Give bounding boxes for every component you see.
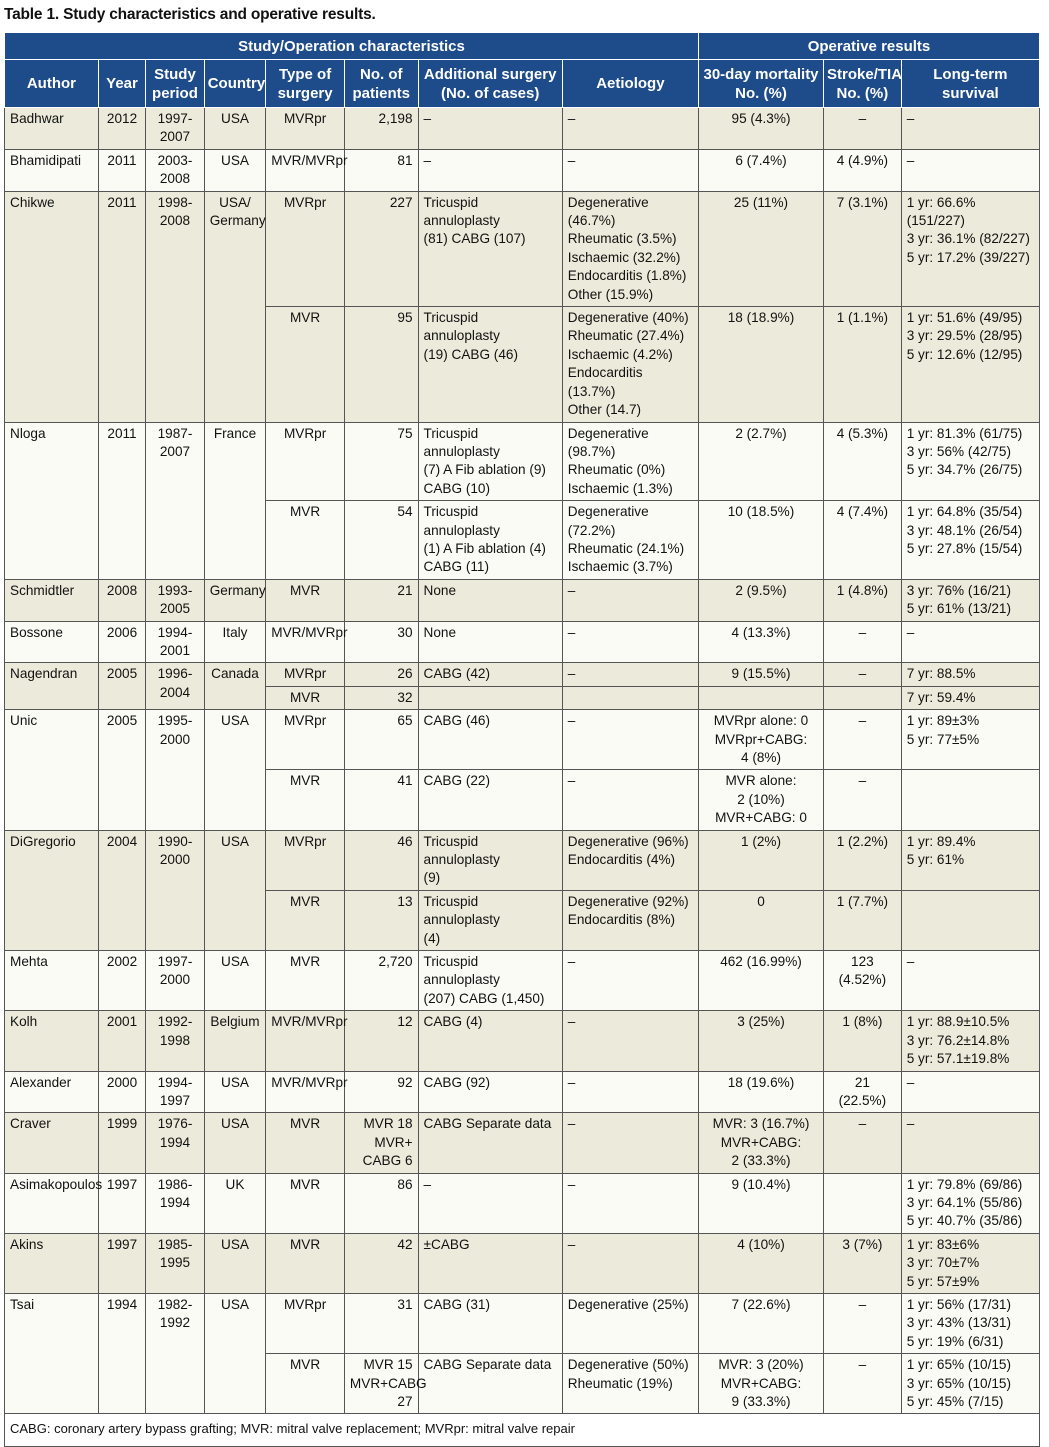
- country-cell: USA: [204, 830, 266, 950]
- patients-cell: 13: [344, 890, 418, 950]
- mortality-cell: 18 (18.9%): [698, 307, 823, 422]
- survival-cell: 7 yr: 88.5%: [901, 663, 1039, 686]
- period-cell: 1996-2004: [146, 663, 205, 710]
- aetiology-cell: Degenerative (96%) Endocarditis (4%): [562, 830, 698, 890]
- period-cell: 1993-2005: [146, 579, 205, 621]
- patients-cell: MVR 18 MVR+ CABG 6: [344, 1113, 418, 1173]
- patients-cell: 21: [344, 579, 418, 621]
- additional-cell: [418, 686, 562, 709]
- table-row: [5, 108, 1040, 150]
- year-cell: 2004: [98, 830, 145, 950]
- type-cell: MVR: [266, 686, 345, 709]
- additional-cell: CABG (22): [418, 770, 562, 830]
- aetiology-cell: [562, 686, 698, 709]
- type-cell: MVR: [266, 501, 345, 580]
- table-row: [5, 1011, 1040, 1071]
- stroke-cell: 4 (7.4%): [824, 501, 902, 580]
- mortality-cell: 10 (18.5%): [698, 501, 823, 580]
- patients-cell: 65: [344, 710, 418, 770]
- survival-cell: 1 yr: 65% (10/15) 3 yr: 65% (10/15) 5 yr: 45% (7/15): [901, 1354, 1039, 1414]
- author-cell: Bhamidipati: [5, 149, 99, 191]
- country-cell: USA: [204, 1071, 266, 1113]
- additional-cell: None: [418, 579, 562, 621]
- mortality-cell: MVR alone: 2 (10%) MVR+CABG: 0: [698, 770, 823, 830]
- mortality-cell: MVR: 3 (16.7%) MVR+CABG: 2 (33.3%): [698, 1113, 823, 1173]
- stroke-cell: –: [824, 1113, 902, 1173]
- author-cell: Akins: [5, 1233, 99, 1293]
- col-aetiology: Aetiology: [562, 60, 698, 108]
- col-patients: No. of patients: [344, 60, 418, 108]
- type-cell: MVR/MVRpr: [266, 621, 345, 663]
- period-cell: 1985-1995: [146, 1233, 205, 1293]
- group-header-results: Operative results: [698, 33, 1039, 60]
- author-cell: Unic: [5, 710, 99, 830]
- type-cell: MVR: [266, 770, 345, 830]
- table-figure: [4, 4, 1042, 1447]
- period-cell: 1995-2000: [146, 710, 205, 830]
- stroke-cell: 4 (5.3%): [824, 422, 902, 501]
- type-cell: MVR: [266, 1233, 345, 1293]
- table-row: [5, 579, 1040, 621]
- study-table: [4, 32, 1040, 1447]
- mortality-cell: 95 (4.3%): [698, 108, 823, 150]
- survival-cell: 1 yr: 81.3% (61/75) 3 yr: 56% (42/75) 5 yr: 34.7% (26/75): [901, 422, 1039, 501]
- stroke-cell: 1 (2.2%): [824, 830, 902, 890]
- stroke-cell: –: [824, 710, 902, 770]
- country-cell: UK: [204, 1173, 266, 1233]
- stroke-cell: –: [824, 1293, 902, 1353]
- mortality-cell: 4 (10%): [698, 1233, 823, 1293]
- year-cell: 2008: [98, 579, 145, 621]
- additional-cell: Tricuspid annuloplasty (207) CABG (1,450): [418, 951, 562, 1011]
- stroke-cell: [824, 1173, 902, 1233]
- additional-cell: CABG Separate data: [418, 1354, 562, 1414]
- type-cell: MVR: [266, 579, 345, 621]
- survival-cell: [901, 770, 1039, 830]
- author-cell: Chikwe: [5, 191, 99, 422]
- patients-cell: 30: [344, 621, 418, 663]
- type-cell: MVR: [266, 1173, 345, 1233]
- country-cell: USA: [204, 710, 266, 830]
- period-cell: 1994-1997: [146, 1071, 205, 1113]
- survival-cell: –: [901, 149, 1039, 191]
- author-cell: DiGregorio: [5, 830, 99, 950]
- mortality-cell: 25 (11%): [698, 191, 823, 306]
- table-row: [5, 621, 1040, 663]
- stroke-cell: 1 (8%): [824, 1011, 902, 1071]
- mortality-cell: 2 (9.5%): [698, 579, 823, 621]
- mortality-cell: 7 (22.6%): [698, 1293, 823, 1353]
- additional-cell: Tricuspid annuloplasty (81) CABG (107): [418, 191, 562, 306]
- additional-cell: None: [418, 621, 562, 663]
- survival-cell: 1 yr: 89±3% 5 yr: 77±5%: [901, 710, 1039, 770]
- mortality-cell: [698, 686, 823, 709]
- type-cell: MVRpr: [266, 1293, 345, 1353]
- aetiology-cell: –: [562, 1233, 698, 1293]
- author-cell: Nloga: [5, 422, 99, 579]
- type-cell: MVR/MVRpr: [266, 1071, 345, 1113]
- stroke-cell: 7 (3.1%): [824, 191, 902, 306]
- year-cell: 2002: [98, 951, 145, 1011]
- year-cell: 2011: [98, 191, 145, 422]
- stroke-cell: 123 (4.52%): [824, 951, 902, 1011]
- additional-cell: –: [418, 1173, 562, 1233]
- aetiology-cell: –: [562, 108, 698, 150]
- aetiology-cell: –: [562, 710, 698, 770]
- table-row: [5, 422, 1040, 501]
- stroke-cell: 4 (4.9%): [824, 149, 902, 191]
- patients-cell: 2,720: [344, 951, 418, 1011]
- additional-cell: Tricuspid annuloplasty (9): [418, 830, 562, 890]
- stroke-cell: –: [824, 108, 902, 150]
- table-row: [5, 951, 1040, 1011]
- aetiology-cell: Degenerative (72.2%) Rheumatic (24.1%) Ischaemic (3.7%): [562, 501, 698, 580]
- author-cell: Schmidtler: [5, 579, 99, 621]
- patients-cell: 92: [344, 1071, 418, 1113]
- year-cell: 1999: [98, 1113, 145, 1173]
- table-row: [5, 830, 1040, 890]
- table-row: [5, 191, 1040, 306]
- country-cell: Italy: [204, 621, 266, 663]
- col-additional: Additional surgery (No. of cases): [418, 60, 562, 108]
- additional-cell: ±CABG: [418, 1233, 562, 1293]
- additional-cell: CABG (4): [418, 1011, 562, 1071]
- aetiology-cell: –: [562, 1113, 698, 1173]
- table-row: [5, 663, 1040, 686]
- table-row: [5, 149, 1040, 191]
- year-cell: 2005: [98, 710, 145, 830]
- author-cell: Alexander: [5, 1071, 99, 1113]
- period-cell: 1994-2001: [146, 621, 205, 663]
- mortality-cell: 2 (2.7%): [698, 422, 823, 501]
- survival-cell: 1 yr: 79.8% (69/86) 3 yr: 64.1% (55/86) 5 yr: 40.7% (35/86): [901, 1173, 1039, 1233]
- aetiology-cell: –: [562, 1173, 698, 1233]
- stroke-cell: –: [824, 770, 902, 830]
- mortality-cell: MVR: 3 (20%) MVR+CABG: 9 (33.3%): [698, 1354, 823, 1414]
- col-country: Country: [204, 60, 266, 108]
- country-cell: USA: [204, 1233, 266, 1293]
- aetiology-cell: –: [562, 621, 698, 663]
- col-author: Author: [5, 60, 99, 108]
- country-cell: Canada: [204, 663, 266, 710]
- table-row: [5, 710, 1040, 770]
- aetiology-cell: Degenerative (46.7%) Rheumatic (3.5%) Ischaemic (32.2%) Endocarditis (1.8%) Other (15.9%): [562, 191, 698, 306]
- mortality-cell: 4 (13.3%): [698, 621, 823, 663]
- table-row: [5, 1113, 1040, 1173]
- period-cell: 1992-1998: [146, 1011, 205, 1071]
- period-cell: 2003-2008: [146, 149, 205, 191]
- author-cell: Kolh: [5, 1011, 99, 1071]
- country-cell: USA: [204, 108, 266, 150]
- additional-cell: CABG (42): [418, 663, 562, 686]
- mortality-cell: 9 (10.4%): [698, 1173, 823, 1233]
- type-cell: MVRpr: [266, 830, 345, 890]
- type-cell: MVR: [266, 1354, 345, 1414]
- patients-cell: 227: [344, 191, 418, 306]
- survival-cell: 7 yr: 59.4%: [901, 686, 1039, 709]
- patients-cell: 86: [344, 1173, 418, 1233]
- col-survival: Long-term survival: [901, 60, 1039, 108]
- period-cell: 1986-1994: [146, 1173, 205, 1233]
- aetiology-cell: –: [562, 149, 698, 191]
- survival-cell: –: [901, 621, 1039, 663]
- country-cell: USA: [204, 149, 266, 191]
- period-cell: 1997-2000: [146, 951, 205, 1011]
- mortality-cell: 462 (16.99%): [698, 951, 823, 1011]
- period-cell: 1987-2007: [146, 422, 205, 579]
- author-cell: Asimakopoulos: [5, 1173, 99, 1233]
- survival-cell: 1 yr: 83±6% 3 yr: 70±7% 5 yr: 57±9%: [901, 1233, 1039, 1293]
- period-cell: 1997-2007: [146, 108, 205, 150]
- table-row: [5, 1233, 1040, 1293]
- aetiology-cell: Degenerative (92%) Endocarditis (8%): [562, 890, 698, 950]
- aetiology-cell: Degenerative (50%) Rheumatic (19%): [562, 1354, 698, 1414]
- author-cell: Badhwar: [5, 108, 99, 150]
- survival-cell: –: [901, 1071, 1039, 1113]
- author-cell: Mehta: [5, 951, 99, 1011]
- aetiology-cell: Degenerative (98.7%) Rheumatic (0%) Ischaemic (1.3%): [562, 422, 698, 501]
- aetiology-cell: Degenerative (40%) Rheumatic (27.4%) Ischaemic (4.2%) Endocarditis (13.7%) Other (14.7): [562, 307, 698, 422]
- survival-cell: 1 yr: 56% (17/31) 3 yr: 43% (13/31) 5 yr: 19% (6/31): [901, 1293, 1039, 1353]
- year-cell: 2011: [98, 149, 145, 191]
- survival-cell: 1 yr: 88.9±10.5% 3 yr: 76.2±14.8% 5 yr: 57.1±19.8%: [901, 1011, 1039, 1071]
- mortality-cell: 0: [698, 890, 823, 950]
- additional-cell: –: [418, 108, 562, 150]
- mortality-cell: MVRpr alone: 0 MVRpr+CABG: 4 (8%): [698, 710, 823, 770]
- additional-cell: –: [418, 149, 562, 191]
- additional-cell: Tricuspid annuloplasty (19) CABG (46): [418, 307, 562, 422]
- stroke-cell: –: [824, 621, 902, 663]
- country-cell: Belgium: [204, 1011, 266, 1071]
- country-cell: USA: [204, 951, 266, 1011]
- col-mortality: 30-day mortality No. (%): [698, 60, 823, 108]
- stroke-cell: –: [824, 1354, 902, 1414]
- mortality-cell: 18 (19.6%): [698, 1071, 823, 1113]
- group-header-study: Study/Operation characteristics: [5, 33, 699, 60]
- patients-cell: 95: [344, 307, 418, 422]
- patients-cell: 54: [344, 501, 418, 580]
- author-cell: Nagendran: [5, 663, 99, 710]
- country-cell: Germany: [204, 579, 266, 621]
- survival-cell: 1 yr: 64.8% (35/54) 3 yr: 48.1% (26/54) 5 yr: 27.8% (15/54): [901, 501, 1039, 580]
- table-body: [5, 108, 1040, 1414]
- patients-cell: 41: [344, 770, 418, 830]
- survival-cell: –: [901, 108, 1039, 150]
- aetiology-cell: –: [562, 951, 698, 1011]
- aetiology-cell: Degenerative (25%): [562, 1293, 698, 1353]
- stroke-cell: [824, 686, 902, 709]
- patients-cell: 26: [344, 663, 418, 686]
- additional-cell: CABG (46): [418, 710, 562, 770]
- period-cell: 1998-2008: [146, 191, 205, 422]
- survival-cell: 3 yr: 76% (16/21) 5 yr: 61% (13/21): [901, 579, 1039, 621]
- type-cell: MVRpr: [266, 710, 345, 770]
- period-cell: 1982-1992: [146, 1293, 205, 1413]
- patients-cell: 81: [344, 149, 418, 191]
- country-cell: USA/ Germany: [204, 191, 266, 422]
- type-cell: MVRpr: [266, 108, 345, 150]
- survival-cell: 1 yr: 51.6% (49/95) 3 yr: 29.5% (28/95) 5 yr: 12.6% (12/95): [901, 307, 1039, 422]
- country-cell: USA: [204, 1113, 266, 1173]
- table-title: Table 1. Study characteristics and operative results.: [4, 6, 376, 23]
- aetiology-cell: –: [562, 770, 698, 830]
- table-footnote: CABG: coronary artery bypass grafting; MVR: mitral valve replacement; MVRpr: mitral valve repair: [5, 1414, 1040, 1446]
- mortality-cell: 3 (25%): [698, 1011, 823, 1071]
- stroke-cell: 1 (4.8%): [824, 579, 902, 621]
- stroke-cell: 21 (22.5%): [824, 1071, 902, 1113]
- aetiology-cell: –: [562, 1071, 698, 1113]
- survival-cell: –: [901, 951, 1039, 1011]
- year-cell: 1997: [98, 1173, 145, 1233]
- year-cell: 2012: [98, 108, 145, 150]
- mortality-cell: 1 (2%): [698, 830, 823, 890]
- aetiology-cell: –: [562, 1011, 698, 1071]
- type-cell: MVRpr: [266, 663, 345, 686]
- survival-cell: 1 yr: 66.6% (151/227) 3 yr: 36.1% (82/227) 5 yr: 17.2% (39/227): [901, 191, 1039, 306]
- table-row: [5, 1071, 1040, 1113]
- year-cell: 2006: [98, 621, 145, 663]
- stroke-cell: 1 (1.1%): [824, 307, 902, 422]
- author-cell: Bossone: [5, 621, 99, 663]
- year-cell: 1994: [98, 1293, 145, 1413]
- additional-cell: CABG (92): [418, 1071, 562, 1113]
- stroke-cell: 3 (7%): [824, 1233, 902, 1293]
- col-type: Type of surgery: [266, 60, 345, 108]
- col-stroke: Stroke/TIA No. (%): [824, 60, 902, 108]
- period-cell: 1990-2000: [146, 830, 205, 950]
- patients-cell: 32: [344, 686, 418, 709]
- patients-cell: 42: [344, 1233, 418, 1293]
- period-cell: 1976-1994: [146, 1113, 205, 1173]
- type-cell: MVR/MVRpr: [266, 1011, 345, 1071]
- additional-cell: Tricuspid annuloplasty (1) A Fib ablation (4) CABG (11): [418, 501, 562, 580]
- table-row: [5, 1293, 1040, 1353]
- additional-cell: CABG (31): [418, 1293, 562, 1353]
- additional-cell: Tricuspid annuloplasty (4): [418, 890, 562, 950]
- year-cell: 2011: [98, 422, 145, 579]
- year-cell: 2001: [98, 1011, 145, 1071]
- type-cell: MVR: [266, 1113, 345, 1173]
- mortality-cell: 9 (15.5%): [698, 663, 823, 686]
- country-cell: USA: [204, 1293, 266, 1413]
- type-cell: MVRpr: [266, 191, 345, 306]
- survival-cell: [901, 890, 1039, 950]
- stroke-cell: 1 (7.7%): [824, 890, 902, 950]
- type-cell: MVR: [266, 307, 345, 422]
- author-cell: Tsai: [5, 1293, 99, 1413]
- patients-cell: 31: [344, 1293, 418, 1353]
- patients-cell: 46: [344, 830, 418, 890]
- type-cell: MVRpr: [266, 422, 345, 501]
- year-cell: 2000: [98, 1071, 145, 1113]
- year-cell: 2005: [98, 663, 145, 710]
- patients-cell: 12: [344, 1011, 418, 1071]
- aetiology-cell: –: [562, 579, 698, 621]
- patients-cell: 75: [344, 422, 418, 501]
- patients-cell: MVR 15 MVR+CABG 27: [344, 1354, 418, 1414]
- stroke-cell: –: [824, 663, 902, 686]
- additional-cell: Tricuspid annuloplasty (7) A Fib ablation (9) CABG (10): [418, 422, 562, 501]
- survival-cell: –: [901, 1113, 1039, 1173]
- country-cell: France: [204, 422, 266, 579]
- author-cell: Craver: [5, 1113, 99, 1173]
- survival-cell: 1 yr: 89.4% 5 yr: 61%: [901, 830, 1039, 890]
- aetiology-cell: –: [562, 663, 698, 686]
- type-cell: MVR/MVRpr: [266, 149, 345, 191]
- additional-cell: CABG Separate data: [418, 1113, 562, 1173]
- type-cell: MVR: [266, 890, 345, 950]
- table-row: [5, 1173, 1040, 1233]
- year-cell: 1997: [98, 1233, 145, 1293]
- col-period: Study period: [146, 60, 205, 108]
- type-cell: MVR: [266, 951, 345, 1011]
- patients-cell: 2,198: [344, 108, 418, 150]
- mortality-cell: 6 (7.4%): [698, 149, 823, 191]
- col-year: Year: [98, 60, 145, 108]
